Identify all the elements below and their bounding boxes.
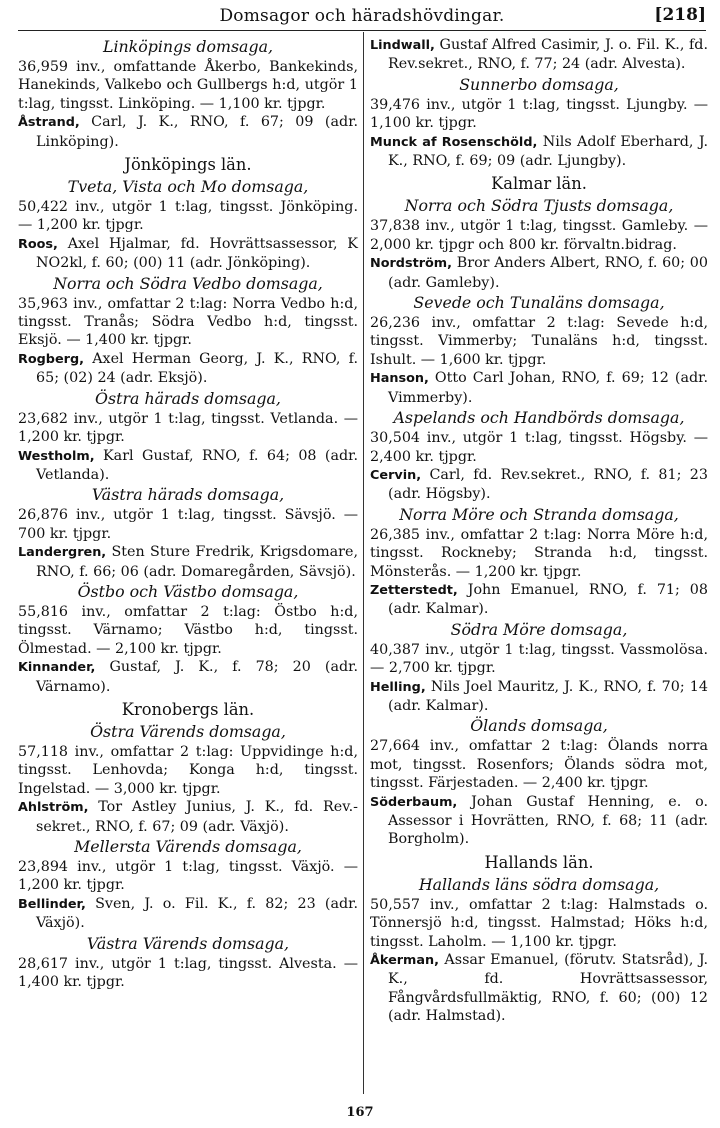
judge-details: John Emanuel, RNO, f. 71; 08 (adr. Kalmar).	[388, 581, 708, 618]
district-heading: Östra härads domsaga,	[95, 388, 281, 408]
district-heading: Ölands domsaga,	[470, 716, 608, 736]
judge-details: Carl, J. K., RNO, f. 67; 09 (adr. Linköping).	[36, 114, 358, 150]
judge-details: Nils Joel Mauritz, J. K., RNO, f. 70; 14 (adr. Kalmar).	[388, 678, 708, 714]
county-heading: Kronobergs län.	[121, 699, 255, 719]
judge-entry	[370, 581, 708, 619]
judge-name: Kinnander,	[18, 660, 96, 676]
judge-entry	[370, 678, 708, 716]
district-heading: Södra Möre domsaga,	[450, 619, 628, 639]
district-info: 36,959 inv., omfattande Åkerbo, Bankekinds, Hanekinds, Valkebo och Gullbergs h:d, utgör 1 t:lag, tingsst. Linköping. — 1,100 kr. tjpgr.	[18, 59, 358, 112]
judge-details: Axel Herman Georg, J. K., RNO, f. 65; (02) 24 (adr. Eksjö).	[36, 350, 358, 387]
judge-details: Nils Adolf Eberhard, J. K., RNO, f. 69; 09 (adr. Ljungby).	[388, 133, 708, 170]
district-heading: Sevede och Tunaläns domsaga,	[413, 293, 665, 313]
page-header	[18, 4, 706, 31]
running-title: Domsagor och häradshövdingar.	[219, 6, 505, 26]
district-info: 26,876 inv., utgör 1 t:lag, tingsst. Sävsjö. — 700 kr. tjpgr.	[18, 507, 358, 542]
judge-details: Axel Hjalmar, fd. Hovrättsassessor, K NO2kl, f. 60; (00) 11 (adr. Jönköping).	[36, 235, 358, 272]
judge-entry	[370, 793, 708, 849]
judge-details: Otto Carl Johan, RNO, f. 69; 12 (adr. Vimmerby).	[388, 370, 708, 406]
judge-name: Bellinder,	[18, 896, 86, 912]
left-column	[18, 36, 358, 1092]
judge-entry	[18, 895, 358, 933]
judge-details: Carl, fd. Rev.sekret., RNO, f. 81; 23 (adr. Högsby).	[388, 466, 708, 503]
district-heading: Tveta, Vista och Mo domsaga,	[67, 177, 309, 197]
district-info: 50,422 inv., utgör 1 t:lag, tingsst. Jönköping. — 1,200 kr. tjpgr.	[18, 199, 358, 234]
judge-details: Sten Sture Fredrik, Krigsdomare, RNO, f. 66; 06 (adr. Domaregården, Sävsjö).	[36, 544, 358, 580]
district-heading: Västra Värends domsaga,	[86, 933, 290, 953]
district-info: 23,682 inv., utgör 1 t:lag, tingsst. Vetlanda. — 1,200 kr. tjpgr.	[18, 410, 358, 446]
judge-entry	[370, 369, 708, 407]
district-info: 40,387 inv., utgör 1 t:lag, tingsst. Vassmolösa. — 2,700 kr. tjpgr.	[370, 641, 708, 677]
judge-name: Åstrand,	[18, 115, 80, 131]
judge-entry	[370, 133, 708, 171]
judge-entry	[18, 113, 358, 151]
judge-entry	[18, 543, 358, 581]
district-info: 30,504 inv., utgör 1 t:lag, tingsst. Högsby. — 2,400 kr. tjpgr.	[370, 430, 708, 465]
district-heading: Aspelands och Handbörds domsaga,	[393, 408, 685, 428]
judge-name: Landergren,	[18, 545, 107, 561]
judge-entry	[370, 254, 708, 292]
judge-entry	[18, 658, 358, 696]
judge-name: Roos,	[18, 236, 58, 252]
district-heading: Norra och Södra Vedbo domsaga,	[53, 273, 323, 293]
district-info: 39,476 inv., utgör 1 t:lag, tingsst. Ljungby. — 1,100 kr. tjpgr.	[370, 96, 708, 132]
judge-entry	[370, 36, 708, 74]
judge-entry	[370, 951, 708, 1026]
right-column	[370, 36, 708, 1092]
column-divider	[363, 32, 364, 1094]
page-footer-number: 167	[346, 1105, 374, 1120]
district-heading: Norra Möre och Stranda domsaga,	[399, 504, 679, 524]
district-heading: Linköpings domsaga,	[102, 37, 274, 56]
judge-details: Sven, J. o. Fil. K., f. 82; 23 (adr. Växjö).	[36, 895, 358, 932]
district-info: 28,617 inv., utgör 1 t:lag, tingsst. Alvesta. — 1,400 kr. tjpgr.	[18, 955, 358, 991]
judge-name: Lindwall,	[370, 38, 435, 53]
district-info: 35,963 inv., omfattar 2 t:lag: Norra Vedbo h:d, tingsst. Tranås; Södra Vedbo h:d, tingsst. Eksjö. — 1,400 kr. tjpgr.	[18, 295, 358, 349]
judge-entry	[18, 798, 358, 836]
judge-details: Karl Gustaf, RNO, f. 64; 08 (adr. Vetlanda).	[36, 447, 358, 483]
district-info: 57,118 inv., omfattar 2 t:lag: Uppvidinge h:d, tingsst. Lenhovda; Konga h:d, tingsst. Ingelstad. — 3,000 kr. tjpgr.	[18, 743, 358, 797]
county-heading: Kalmar län.	[491, 174, 587, 194]
judge-name: Hanson,	[370, 371, 429, 387]
district-heading: Östra Värends domsaga,	[90, 721, 286, 741]
district-heading: Mellersta Värends domsaga,	[74, 837, 302, 856]
judge-details: Gustaf Alfred Casimir, J. o. Fil. K., fd. Rev.sekret., RNO, f. 77; 24 (adr. Alvesta).	[388, 37, 708, 73]
judge-details: Tor Astley Junius, J. K., fd. Rev.-sekret., RNO, f. 67; 09 (adr. Växjö).	[36, 799, 358, 835]
district-heading: Sunnerbo domsaga,	[459, 74, 619, 94]
judge-entry	[18, 235, 358, 273]
district-heading: Norra och Södra Tjusts domsaga,	[404, 196, 674, 216]
district-info: 27,664 inv., omfattar 2 t:lag: Ölands norra mot, tingsst. Rosenfors; Ölands södra mot, tingsst. Färjestaden. — 2,400 kr. tjpgr.	[370, 738, 708, 792]
district-info: 55,816 inv., omfattar 2 t:lag: Östbo h:d, tingsst. Värnamo; Västbo h:d, tingsst. Ölmestad. — 2,100 kr. tjpgr.	[18, 603, 358, 657]
judge-details: Gustaf, J. K., f. 78; 20 (adr. Värnamo).	[36, 659, 358, 695]
judge-entry	[18, 350, 358, 388]
county-heading: Hallands län.	[484, 852, 594, 872]
district-info: 23,894 inv., utgör 1 t:lag, tingsst. Växjö. — 1,200 kr. tjpgr.	[18, 859, 358, 894]
judge-entry	[370, 466, 708, 504]
district-heading: Västra härads domsaga,	[91, 485, 285, 505]
district-info: 50,557 inv., omfattar 2 t:lag: Halmstads o. Tönnersjö h:d, tingsst. Halmstad; Höks h:d, tingsst. Laholm. — 1,100 kr. tjpgr.	[370, 896, 708, 950]
district-info: 37,838 inv., utgör 1 t:lag, tingsst. Gamleby. — 2,000 kr. tjpgr och 800 kr. förvaltn.bidrag.	[370, 218, 708, 253]
district-info: 26,236 inv., omfattar 2 t:lag: Sevede h:d, tingsst. Vimmerby; Tunaläns h:d, tingsst. Ishult. — 1,600 kr. tjpgr.	[370, 315, 708, 368]
judge-name: Åkerman,	[370, 953, 440, 969]
district-heading: Hallands läns södra domsaga,	[418, 874, 660, 894]
judge-name: Zetterstedt,	[370, 582, 458, 598]
judge-name: Helling,	[370, 679, 426, 695]
judge-details: Johan Gustaf Henning, e. o. Assessor i Hovrätten, RNO, f. 68; 11 (adr. Borgholm).	[388, 793, 708, 848]
judge-name: Söderbaum,	[370, 794, 458, 810]
judge-name: Cervin,	[370, 467, 422, 483]
judge-name: Rogberg,	[18, 351, 84, 367]
judge-name: Munck af Rosenschöld,	[370, 134, 538, 150]
judge-details: Assar Emanuel, (förutv. Statsråd), J. K., fd. Hovrättsassessor, Fångvårdsfullmäktig, RNO, f. 60; (00) 12 (adr. Halmstad).	[388, 952, 708, 1025]
judge-entry	[18, 447, 358, 485]
judge-details: Bror Anders Albert, RNO, f. 60; 00 (adr. Gamleby).	[388, 255, 708, 291]
county-heading: Jönköpings län.	[124, 155, 252, 175]
district-heading: Östbo och Västbo domsaga,	[77, 581, 299, 601]
district-info: 26,385 inv., omfattar 2 t:lag: Norra Möre h:d, tingsst. Rockneby; Stranda h:d, tingsst. Mönsterås. — 1,200 kr. tjpgr.	[370, 526, 708, 580]
bracket-page-number: [218]	[654, 5, 706, 25]
judge-name: Westholm,	[18, 448, 95, 464]
judge-name: Ahlström,	[18, 800, 89, 816]
judge-name: Nordström,	[370, 256, 453, 272]
